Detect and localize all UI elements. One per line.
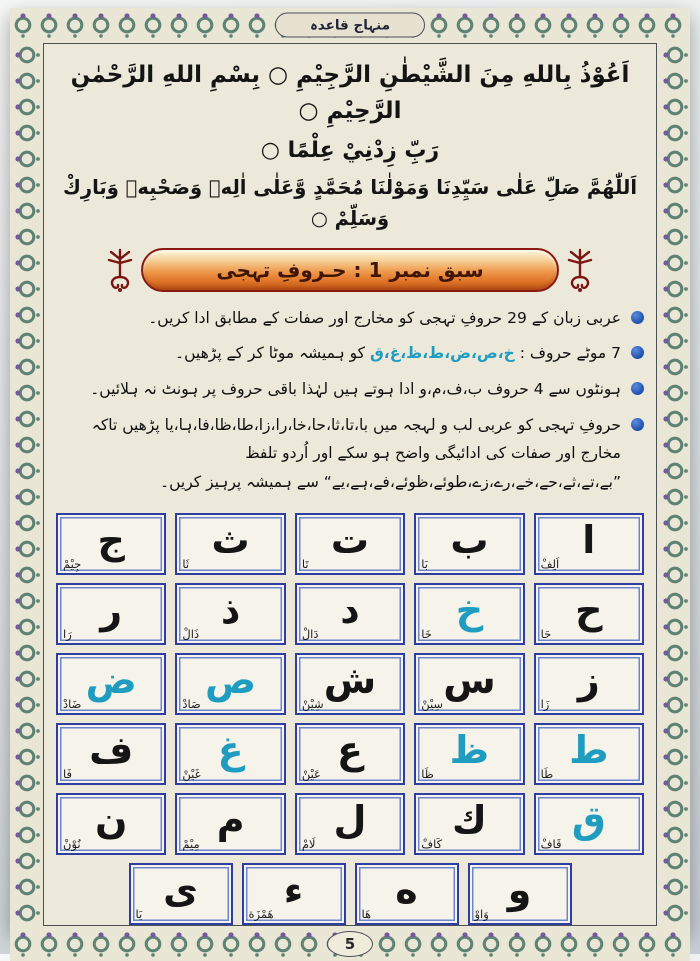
letter-name: هَمْزَة — [248, 906, 274, 921]
letter-card-م — [175, 793, 285, 855]
letter-name: غَيْنْ — [182, 766, 201, 781]
arabic-letter: خ — [455, 587, 484, 632]
letter-name: كَافْ — [421, 836, 443, 851]
letter-name: جِيْمْ — [63, 556, 82, 571]
letter-card-ق — [534, 793, 644, 855]
letter-name: شِيْنْ — [301, 696, 324, 711]
arabic-letter: ح — [575, 587, 603, 632]
letter-name: رَا — [63, 626, 72, 641]
arabic-letter: ل — [333, 797, 367, 842]
ornament-border-left — [10, 42, 42, 927]
prayer-line-durood: اَللّٰهُمَّ صَلِّ عَلٰى سَيِّدِنَا وَمَوْلٰنَا مُحَمَّدٍ وَّعَلٰى اٰلِهٖ وَصَحْبِهٖ وَبَارِكْ وَسَلِّمْ ○ — [62, 176, 638, 230]
alphabet-grid — [56, 513, 644, 855]
letter-name: صَادْ — [182, 696, 201, 711]
arabic-letter: م — [216, 797, 245, 842]
arabic-letter: ص — [205, 657, 257, 702]
page-number: 5 — [344, 934, 356, 953]
letter-name: وَاوْ — [474, 906, 489, 921]
arabic-letter: ك — [452, 797, 487, 842]
prayer-line-rabbi-zidni: رَبِّ زِدْنِيْ عِلْمًا ○ — [260, 138, 440, 164]
bullet-dot-icon — [631, 418, 644, 431]
arabic-letter: ر — [100, 587, 123, 632]
instruction-text: حروفِ تہجی کو عربی لب و لہجہ میں با،تا،ثا،حا،خا،را،زا،طا،ظا،فا،ہا،یا پڑھیں تاکہ مخارج اور صفات کی ادائیگی واضح ہو سکے اور اُردو تلفظ ”بے،تے،ثے،حے،خے،رے،زے،طوئے،ظوئے،فے،ہے،یے“ سے ہمیشہ پرہیز کریں۔ — [91, 415, 621, 492]
arabic-letter: ا — [582, 517, 596, 562]
instruction-text: عربی زبان کے 29 حروفِ تہجی کو مخارج اور صفات کے مطابق ادا کریں۔ — [148, 308, 621, 327]
page-number-badge — [327, 931, 373, 957]
lesson-title: سبق نمبر 1 : حـروفِ تہجی — [216, 257, 484, 282]
letter-card-ه — [355, 863, 459, 925]
letter-name: ظَا — [421, 766, 434, 781]
instruction-list — [56, 304, 644, 504]
arabic-letter: ب — [450, 517, 489, 562]
bullet-dot-icon — [631, 311, 644, 324]
letter-card-خ — [414, 583, 524, 645]
letter-card-غ — [175, 723, 285, 785]
letter-name: ثَا — [182, 556, 190, 571]
ornament-border-bottom — [10, 927, 690, 961]
letter-name: سِيْنْ — [421, 696, 444, 711]
letter-card-ض — [56, 653, 166, 715]
letter-name: حَا — [540, 626, 552, 641]
letter-card-ع — [295, 723, 405, 785]
book-page — [10, 8, 690, 953]
instruction-prefix: 7 موٹے حروف : — [514, 344, 621, 363]
letter-card-د — [295, 583, 405, 645]
page-content — [43, 43, 657, 926]
arabic-letter: ظ — [449, 727, 490, 772]
ornament-border-right — [658, 42, 690, 927]
prayer-line-taawwudh-bismillah: اَعُوْذُ بِاللهِ مِنَ الشَّيْطٰنِ الرَّجِيْمِ ○ بِسْمِ اللهِ الرَّحْمٰنِ الرَّحِيْمِ ○ — [70, 62, 630, 124]
arabic-letter: ى — [163, 867, 198, 912]
arabic-letter: و — [507, 867, 532, 912]
banner-fleuron-left-icon — [106, 247, 134, 293]
letter-card-ث — [175, 513, 285, 575]
arabic-letter: ط — [569, 727, 609, 772]
list-item — [56, 411, 644, 497]
letter-card-ز — [534, 653, 644, 715]
arabic-letter: ن — [94, 797, 128, 842]
instruction-suffix: کو ہمیشہ موٹا کر کے پڑھیں۔ — [175, 344, 370, 363]
arabic-letter: ق — [571, 797, 606, 842]
letter-card-ط — [534, 723, 644, 785]
lesson-banner-row — [56, 247, 644, 293]
letter-name: ضَادْ — [63, 696, 82, 711]
letter-card-ذ — [175, 583, 285, 645]
header-cartouche — [275, 13, 425, 38]
letter-card-ا — [534, 513, 644, 575]
letter-card-ك — [414, 793, 524, 855]
letter-name: دَالْ — [301, 626, 319, 641]
letter-name: لَامْ — [301, 836, 316, 851]
letter-card-ل — [295, 793, 405, 855]
heavy-letters-highlight: خ،ص،ض،ط،ظ،غ،ق — [369, 344, 515, 363]
letter-card-ص — [175, 653, 285, 715]
list-item — [56, 304, 644, 333]
letter-name: هَا — [361, 906, 372, 921]
letter-card-س — [414, 653, 524, 715]
opening-prayers — [56, 48, 644, 234]
letter-card-ت — [295, 513, 405, 575]
letter-name: تَا — [301, 556, 309, 571]
list-item — [56, 375, 644, 404]
arabic-letter: ض — [85, 657, 137, 702]
letter-name: مِيْمْ — [182, 836, 200, 851]
letter-card-ب — [414, 513, 524, 575]
arabic-letter: ت — [330, 517, 370, 562]
letter-name: فَا — [63, 766, 73, 781]
letter-card-ف — [56, 723, 166, 785]
letter-name: طَا — [540, 766, 554, 781]
arabic-letter: د — [340, 587, 360, 632]
letter-name: قَافْ — [540, 836, 562, 851]
arabic-letter: غ — [217, 727, 244, 772]
arabic-letter: س — [443, 657, 496, 702]
arabic-letter: ء — [283, 867, 304, 912]
letter-name: بَا — [421, 556, 428, 571]
letter-card-ظ — [414, 723, 524, 785]
bullet-dot-icon — [631, 346, 644, 359]
letter-name: خَا — [421, 626, 432, 641]
letter-name: عَيْنْ — [301, 766, 321, 781]
arabic-letter: ع — [337, 727, 363, 772]
arabic-letter: ف — [89, 727, 134, 772]
letter-card-ن — [56, 793, 166, 855]
bullet-dot-icon — [631, 382, 644, 395]
letter-card-و — [468, 863, 572, 925]
lesson-banner — [141, 248, 559, 292]
letter-card-ج — [56, 513, 166, 575]
book-title: منہاج قاعدہ — [309, 17, 391, 33]
letter-card-ر — [56, 583, 166, 645]
arabic-letter: ث — [211, 517, 250, 562]
arabic-letter: ه — [395, 867, 418, 912]
letter-card-ى — [129, 863, 233, 925]
arabic-letter: ج — [97, 517, 125, 562]
arabic-letter: ز — [577, 657, 600, 702]
letter-name: ذَالْ — [182, 626, 200, 641]
ornament-border-top — [10, 8, 690, 42]
letter-name: زَا — [540, 696, 550, 711]
letter-card-ح — [534, 583, 644, 645]
letter-name: نُوْنْ — [63, 836, 81, 851]
banner-fleuron-right-icon — [566, 247, 594, 293]
instruction-text — [175, 339, 621, 368]
instruction-text: ہونٹوں سے 4 حروف ب،ف،م،و ادا ہوتے ہیں لہٰذا باقی حروف پر ہونٹ نہ ہلائیں۔ — [90, 380, 621, 399]
letter-name: يَا — [135, 906, 143, 921]
letter-card-ء — [242, 863, 346, 925]
arabic-letter: ذ — [220, 587, 241, 632]
letter-card-ش — [295, 653, 405, 715]
arabic-letter: ش — [323, 657, 377, 702]
alphabet-last-row — [56, 863, 644, 925]
list-item — [56, 339, 644, 368]
letter-name: اَلِفْ — [540, 556, 560, 571]
